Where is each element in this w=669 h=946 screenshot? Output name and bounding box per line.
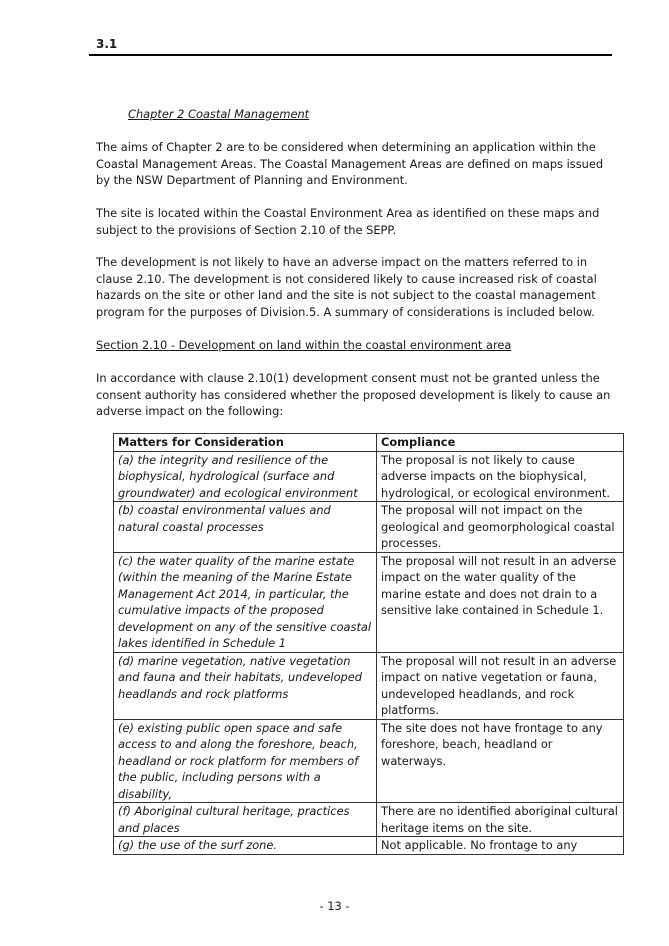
table-row: [114, 719, 624, 803]
paragraph-impact-summary: The development is not likely to have an adverse impact on the matters referred to in clause 2.10. The development is not considered likely to cause increased risk of coastal hazards on the site or other land and the site is not subject to the coastal management program for the purposes of Division.5. A summary of considerations is included below.: [96, 255, 597, 319]
matter-cell: (b) coastal environmental values and natural coastal processes: [114, 502, 377, 553]
header-rule: [89, 54, 612, 56]
table-row: [114, 652, 624, 719]
table-header-row: [114, 434, 624, 452]
compliance-cell: The proposal will not impact on the geological and geomorphological coastal processes.: [377, 502, 624, 553]
paragraph-aims: The aims of Chapter 2 are to be considered when determining an application within the Coastal Management Areas. The Coastal Management Areas are defined on maps issued by the NSW Department of Planning and Environment.: [96, 140, 604, 187]
compliance-cell: There are no identified aboriginal cultural heritage items on the site.: [377, 803, 624, 837]
table-row: [114, 837, 624, 855]
compliance-cell: The proposal will not result in an adverse impact on native vegetation or fauna, undeveloped headlands, and rock platforms.: [377, 652, 624, 719]
matter-cell: (f) Aboriginal cultural heritage, practices and places: [114, 803, 377, 837]
matter-cell: (g) the use of the surf zone.: [114, 837, 377, 855]
paragraph-site-location: The site is located within the Coastal Environment Area as identified on these maps and subject to the provisions of Section 2.10 of the SEPP.: [96, 206, 600, 237]
table-header-compliance: Compliance: [377, 434, 624, 452]
section-number: 3.1: [96, 37, 118, 51]
chapter-heading: Chapter 2 Coastal Management: [128, 107, 310, 121]
matter-cell: (d) marine vegetation, native vegetation and fauna and their habitats, undeveloped headlands and rock platforms: [114, 652, 377, 719]
considerations-table: [113, 433, 624, 855]
table-row: [114, 803, 624, 837]
paragraph-intro: In accordance with clause 2.10(1) development consent must not be granted unless the consent authority has considered whether the proposed development is likely to cause an adverse impact on the following:: [96, 371, 611, 418]
compliance-cell: The site does not have frontage to any foreshore, beach, headland or waterways.: [377, 719, 624, 803]
compliance-cell: The proposal is not likely to cause adverse impacts on the biophysical, hydrological, or ecological environment.: [377, 451, 624, 502]
matter-cell: (c) the water quality of the marine estate (within the meaning of the Marine Estate Management Act 2014, in particular, the cumulative impacts of the proposed development on any of the sensitive coastal lakes identified in Schedule 1: [114, 552, 377, 652]
table-row: [114, 502, 624, 553]
compliance-cell: Not applicable. No frontage to any: [377, 837, 624, 855]
table-header-matters: Matters for Consideration: [114, 434, 377, 452]
compliance-cell: The proposal will not result in an adverse impact on the water quality of the marine estate and does not drain to a sensitive lake contained in Schedule 1.: [377, 552, 624, 652]
section-heading: Section 2.10 - Development on land within the coastal environment area: [96, 338, 512, 352]
matter-cell: (a) the integrity and resilience of the biophysical, hydrological (surface and groundwater) and ecological environment: [114, 451, 377, 502]
matter-cell: (e) existing public open space and safe access to and along the foreshore, beach, headland or rock platform for members of the public, including persons with a disability,: [114, 719, 377, 803]
page-number: - 13 -: [319, 899, 350, 913]
table-row: [114, 552, 624, 652]
table-row: [114, 451, 624, 502]
